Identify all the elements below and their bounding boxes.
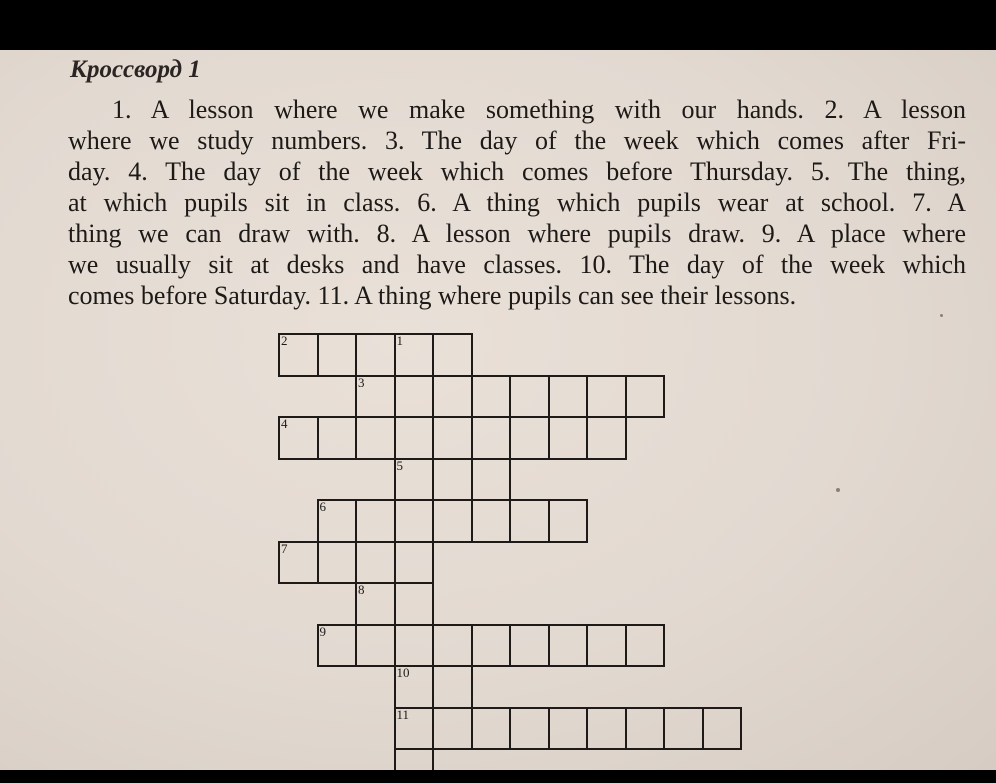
crossword-cell[interactable] xyxy=(394,582,435,626)
crossword-cell[interactable] xyxy=(317,416,358,460)
clue-number-label: 10 xyxy=(396,665,410,680)
crossword-cell[interactable] xyxy=(471,416,512,460)
crossword-cell[interactable] xyxy=(432,458,473,502)
clue-number-label: 5 xyxy=(396,457,403,473)
crossword-cell[interactable] xyxy=(317,624,358,668)
crossword-cell[interactable] xyxy=(394,458,435,502)
crossword-cell[interactable] xyxy=(355,582,396,626)
crossword-cell[interactable] xyxy=(548,499,589,543)
crossword-cell[interactable] xyxy=(663,707,704,751)
textbook-page xyxy=(0,50,996,770)
crossword-cell[interactable] xyxy=(471,458,512,502)
crossword-cell[interactable] xyxy=(625,624,666,668)
crossword-cell[interactable] xyxy=(548,624,589,668)
clue-line: at which pupils sit in class. 6. A thing which pupils wear at school. 7. A xyxy=(68,188,966,217)
clue-line: we usually sit at desks and have classes. 10. The day of the week which xyxy=(68,250,966,279)
clue-number-label: 6 xyxy=(319,499,326,514)
crossword-cell[interactable] xyxy=(394,665,435,709)
clue-line: thing we can draw with. 8. A lesson where pupils draw. 9. A place where xyxy=(68,219,966,248)
crossword-cell[interactable] xyxy=(317,333,358,377)
crossword-cell[interactable] xyxy=(394,499,435,543)
crossword-cell[interactable] xyxy=(355,416,396,460)
crossword-grid xyxy=(0,50,996,770)
crossword-cell[interactable] xyxy=(432,665,473,709)
paper-speck xyxy=(940,314,943,317)
crossword-cell[interactable] xyxy=(702,707,743,751)
crossword-cell[interactable] xyxy=(394,375,435,419)
crossword-cell[interactable] xyxy=(432,499,473,543)
crossword-cell[interactable] xyxy=(586,375,627,419)
crossword-cell[interactable] xyxy=(394,748,435,770)
crossword-cell[interactable] xyxy=(317,541,358,585)
crossword-cell[interactable] xyxy=(625,707,666,751)
clue-line: day. 4. The day of the week which comes before Thursday. 5. The thing, xyxy=(68,157,966,186)
crossword-cell[interactable] xyxy=(278,541,319,585)
crossword-cell[interactable] xyxy=(394,541,435,585)
crossword-cell[interactable] xyxy=(394,624,435,668)
crossword-cell[interactable] xyxy=(509,416,550,460)
crossword-cell[interactable] xyxy=(278,416,319,460)
clue-line: 1. A lesson where we make something with our hands. 2. A lesson xyxy=(112,95,966,124)
clue-number-label: 7 xyxy=(281,540,288,556)
crossword-cell[interactable] xyxy=(432,375,473,419)
crossword-cell[interactable] xyxy=(278,333,319,377)
crossword-cell[interactable] xyxy=(586,624,627,668)
crossword-cell[interactable] xyxy=(394,333,435,377)
crossword-cell[interactable] xyxy=(432,707,473,751)
crossword-cell[interactable] xyxy=(548,375,589,419)
clue-number-label: 11 xyxy=(396,706,410,722)
clue-number-label: 4 xyxy=(281,416,288,431)
paper-speck xyxy=(836,488,840,492)
crossword-cell[interactable] xyxy=(471,624,512,668)
crossword-cell[interactable] xyxy=(355,499,396,543)
crossword-cell[interactable] xyxy=(355,333,396,377)
crossword-cell[interactable] xyxy=(432,624,473,668)
crossword-cell[interactable] xyxy=(394,416,435,460)
clue-number-label: 1 xyxy=(396,333,403,348)
crossword-cell[interactable] xyxy=(548,416,589,460)
crossword-cell[interactable] xyxy=(317,499,358,543)
crossword-cell[interactable] xyxy=(509,624,550,668)
crossword-cell[interactable] xyxy=(394,707,435,751)
clue-line: where we study numbers. 3. The day of the week which comes after Fri- xyxy=(68,126,966,155)
crossword-cell[interactable] xyxy=(432,333,473,377)
crossword-cell[interactable] xyxy=(548,707,589,751)
crossword-cell[interactable] xyxy=(586,707,627,751)
crossword-cell[interactable] xyxy=(471,707,512,751)
crossword-cell[interactable] xyxy=(471,375,512,419)
clue-number-label: 8 xyxy=(358,582,365,597)
clue-line: comes before Saturday. 11. A thing where pupils can see their lessons. xyxy=(68,281,797,310)
crossword-cell[interactable] xyxy=(355,541,396,585)
crossword-cell[interactable] xyxy=(509,499,550,543)
crossword-cell[interactable] xyxy=(625,375,666,419)
clue-number-label: 2 xyxy=(281,333,288,348)
bottom-border xyxy=(0,770,996,783)
crossword-cell[interactable] xyxy=(509,375,550,419)
clue-number-label: 3 xyxy=(358,374,365,390)
crossword-cell[interactable] xyxy=(355,624,396,668)
page-title: Кроссворд 1 xyxy=(70,56,201,83)
clue-number-label: 9 xyxy=(319,623,326,639)
crossword-cell[interactable] xyxy=(432,416,473,460)
crossword-cell[interactable] xyxy=(586,416,627,460)
crossword-cell[interactable] xyxy=(509,707,550,751)
crossword-cell[interactable] xyxy=(471,499,512,543)
crossword-cell[interactable] xyxy=(355,375,396,419)
